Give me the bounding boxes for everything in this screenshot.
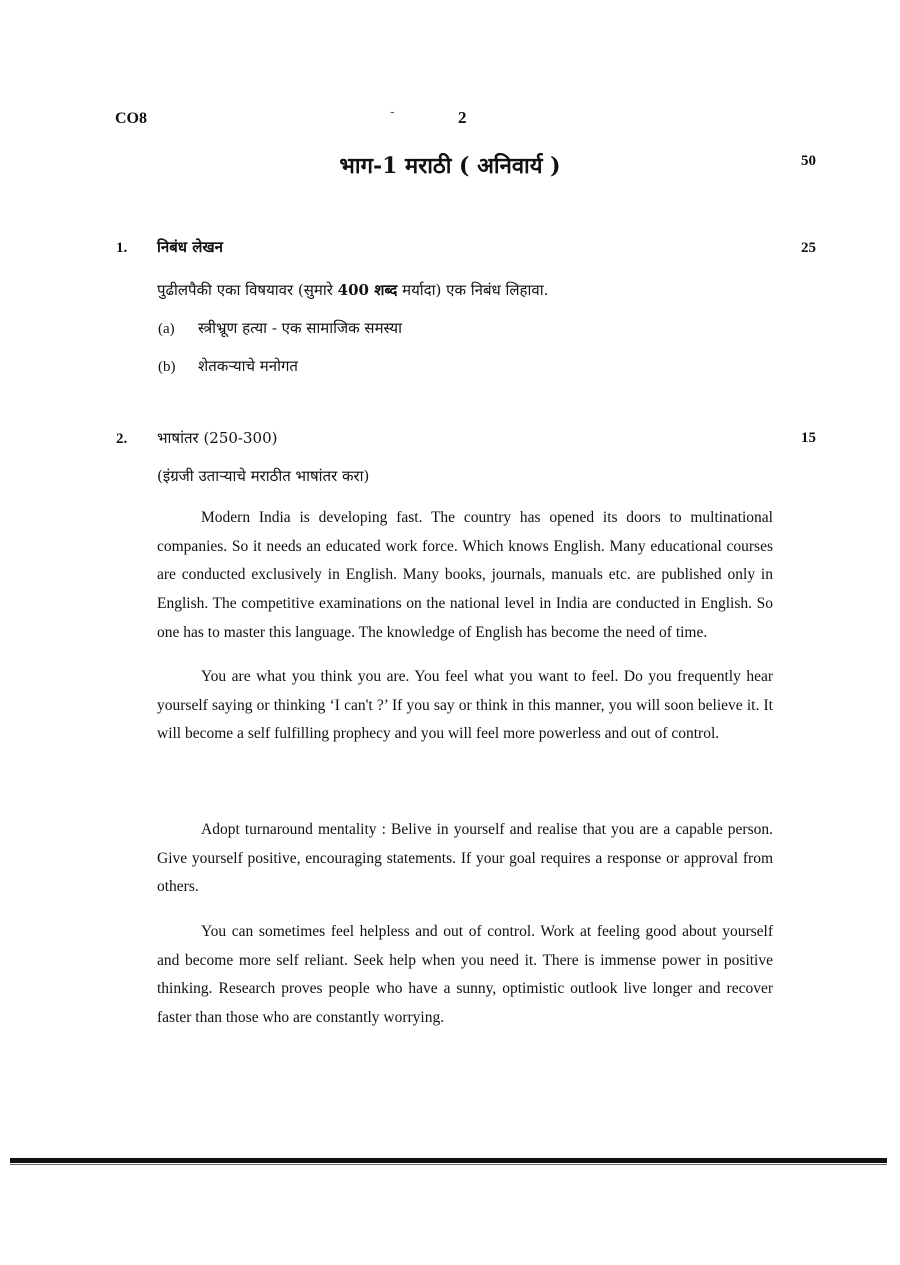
section-marks: 50 (801, 153, 816, 169)
passage-paragraph-1: Modern India is developing fast. The country has opened its doors to multinational companies. So it needs an educated work force. Which knows English. Many educational courses are conducted exclusively in English. Many books, journals, manuals etc. are published only in English. The competitive examinations on the national level in India are conducted in English. So one has to master this language. The knowledge of English has become the need of time. (157, 509, 773, 641)
question-1-instruction (157, 280, 548, 300)
option-text: स्त्रीभ्रूण हत्या - एक सामाजिक समस्या (198, 319, 402, 337)
page-number: 2 (458, 108, 467, 127)
page-bottom-rule (10, 1158, 887, 1163)
question-1-number: 1. (116, 240, 128, 256)
paper-code: CO8 (115, 110, 147, 127)
option-label: (a) (158, 321, 175, 337)
passage-paragraph-3: Adopt turnaround mentality : Belive in yourself and realise that you are a capable person. Give yourself positive, encouraging statements. If your goal requires a response or approval from others. (157, 821, 773, 896)
instruction-text-post: मर्यादा) एक निबंध लिहावा. (397, 281, 549, 299)
option-label: (b) (158, 359, 176, 375)
page-bottom-rule-thin (10, 1164, 887, 1165)
question-1-marks: 25 (801, 240, 816, 256)
passage-paragraph-4: You can sometimes feel helpless and out of control. Work at feeling good about yourself and become more self reliant. Seek help when you need it. There is immense power in positive thinking. Research proves people who have a sunny, optimistic outlook live longer and recover faster than those who are constantly worrying. (157, 923, 773, 1027)
question-1-heading: निबंध लेखन (157, 238, 223, 256)
question-2-heading: भाषांतर (250-300) (157, 429, 278, 447)
instruction-text-pre: पुढीलपैकी एका विषयावर (सुमारे (157, 281, 338, 299)
section-title: भाग-1 मराठी ( अनिवार्य ) (339, 153, 561, 179)
instruction-word-limit: 400 शब्द (337, 281, 398, 299)
header-dash: - (390, 104, 395, 120)
question-1-option-a (158, 318, 402, 338)
question-2-instruction: (इंग्रजी उताऱ्याचे मराठीत भाषांतर करा) (157, 467, 370, 485)
option-text: शेतकऱ्याचे मनोगत (198, 357, 298, 375)
passage-paragraph-2: You are what you think you are. You feel what you want to feel. Do you frequently hear yourself saying or thinking ‘I can't ?’ If you say or think in this manner, you will soon believe it. It will become a self fulfilling prophecy and you will feel more powerless and out of control. (157, 668, 773, 743)
question-1-option-b (158, 356, 298, 376)
question-2-number: 2. (116, 431, 128, 447)
question-2-marks: 15 (801, 430, 816, 446)
